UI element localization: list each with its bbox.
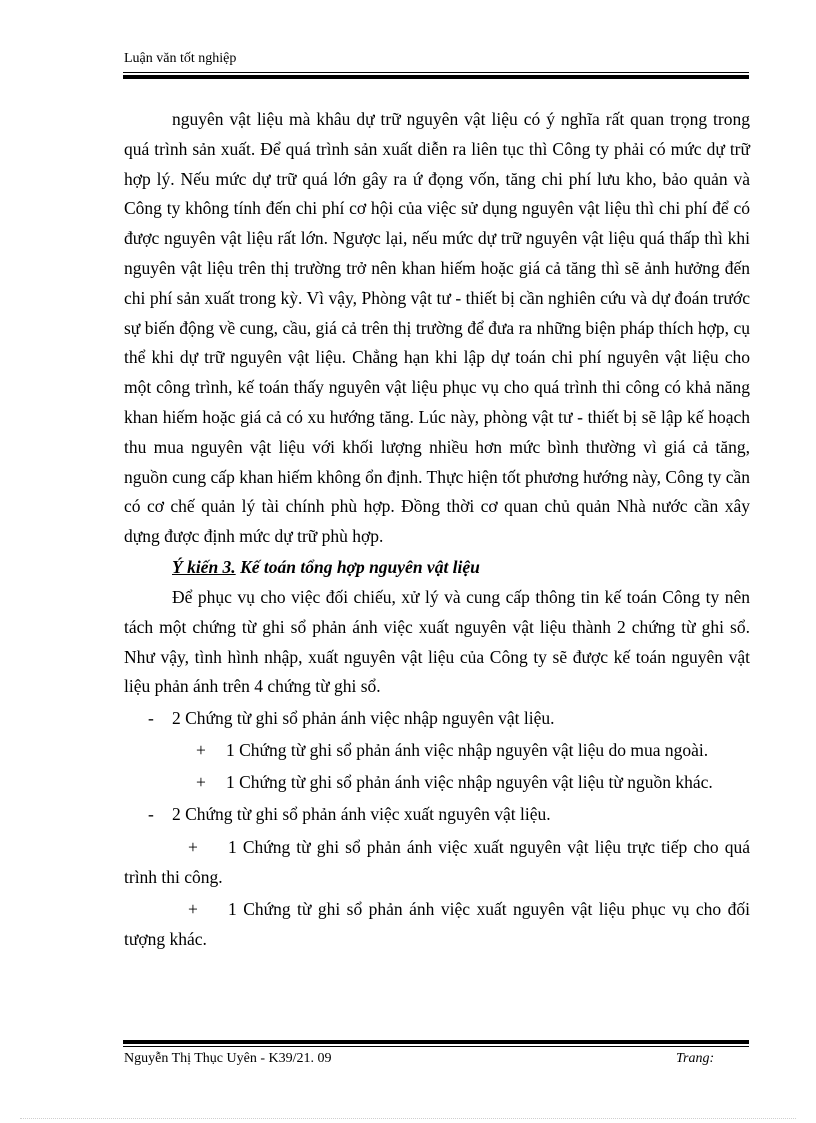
- footer-author: Nguyễn Thị Thục Uyên - K39/21. 09: [124, 1051, 332, 1066]
- footer-divider: [123, 1040, 749, 1047]
- paragraph-accounting-proposal: Để phục vụ cho việc đối chiếu, xử lý và cung cấp thông tin kế toán Công ty nên tách một chứng từ ghi sổ phản ánh việc xuất nguyên vật liệu thành 2 chứng từ ghi sổ. Như vậy, tình hình nhập, xuất nguyên vật liệu của Công ty sẽ được kế toán nguyên vật liệu phản ánh trên 4 chứng từ ghi sổ.: [124, 586, 750, 697]
- sub-list-item: [124, 894, 750, 954]
- dash-bullet: -: [148, 804, 154, 825]
- header-divider-thin: [123, 72, 749, 73]
- header-divider: [123, 72, 749, 79]
- plus-bullet: +: [196, 772, 206, 793]
- footer-divider-thick: [123, 1040, 749, 1044]
- plus-bullet: +: [196, 740, 206, 761]
- sub-list-item-text: 1 Chứng từ ghi sổ phản ánh việc nhập nguyên vật liệu do mua ngoài.: [226, 740, 709, 761]
- section-heading-text: Kế toán tổng hợp nguyên vật liệu: [235, 556, 480, 577]
- list-item: [124, 702, 750, 734]
- plus-bullet: +: [188, 837, 198, 858]
- sub-list-item-text: 1 Chứng từ ghi sổ phản ánh việc xuất nguyên vật liệu trực tiếp cho quá trình thi công.: [124, 837, 750, 888]
- list-item: [124, 798, 750, 830]
- section-heading: [124, 552, 750, 583]
- sub-list-item: [124, 832, 750, 892]
- sub-list-item-text: 1 Chứng từ ghi sổ phản ánh việc xuất nguyên vật liệu phục vụ cho đối tượng khác.: [124, 899, 750, 950]
- dash-bullet: -: [148, 708, 154, 729]
- header-divider-thick: [123, 75, 749, 79]
- sub-list-item: [124, 734, 750, 766]
- sub-list-item: [124, 766, 750, 798]
- paragraph-reserve-inventory: nguyên vật liệu mà khâu dự trữ nguyên vật liệu có ý nghĩa rất quan trọng trong quá trình sản xuất. Để quá trình sản xuất diễn ra liên tục thì Công ty phải có mức dự trữ hợp lý. Nếu mức dự trữ quá lớn gây ra ứ đọng vốn, tăng chi phí lưu kho, bảo quản và Công ty không tính đến chi phí cơ hội của việc sử dụng nguyên vật liệu thì chi phí để có được nguyên vật liệu rất lớn. Ngược lại, nếu mức dự trữ nguyên vật liệu quá thấp thì khi nguyên vật liệu trên thị trường trở nên khan hiếm hoặc giá cả tăng thì sẽ ảnh hưởng đến chi phí sản xuất trong kỳ. Vì vậy, Phòng vật tư - thiết bị cần nghiên cứu và dự đoán trước sự biến động về cung, cầu, giá cả trên thị trường để đưa ra những biện pháp thích hợp, cụ thể khi dự trữ nguyên vật liệu. Chẳng hạn khi lập dự toán chi phí nguyên vật liệu cho một công trình, kế toán thấy nguyên vật liệu phục vụ cho quá trình thi công có khả năng khan hiếm hoặc giá cả có xu hướng tăng. Lúc này, phòng vật tư - thiết bị sẽ lập kế hoạch thu mua nguyên vật liệu với khối lượng nhiều hơn mức bình thường vì giá cả tăng, nguồn cung cấp khan hiếm không ổn định. Thực hiện tốt phương hướng này, Công ty cần có cơ chế quản lý tài chính phù hợp. Đồng thời cơ quan chủ quản Nhà nước cần xây dựng được định mức dự trữ phù hợp.: [124, 109, 750, 547]
- document-body: [124, 105, 750, 954]
- sub-list-item-text: 1 Chứng từ ghi sổ phản ánh việc nhập nguyên vật liệu từ nguồn khác.: [226, 772, 713, 793]
- list-item-text: 2 Chứng từ ghi sổ phản ánh việc nhập nguyên vật liệu.: [172, 708, 555, 729]
- plus-bullet: +: [188, 899, 198, 920]
- page-edge-dotted-line: [20, 1118, 796, 1119]
- section-heading-label: Ý kiến 3.: [172, 556, 236, 577]
- page-header-title: Luận văn tốt nghiệp: [124, 51, 237, 66]
- footer-divider-thin: [123, 1046, 749, 1047]
- footer-page-label: Trang:: [676, 1051, 715, 1066]
- list-item-text: 2 Chứng từ ghi sổ phản ánh việc xuất nguyên vật liệu.: [172, 804, 551, 825]
